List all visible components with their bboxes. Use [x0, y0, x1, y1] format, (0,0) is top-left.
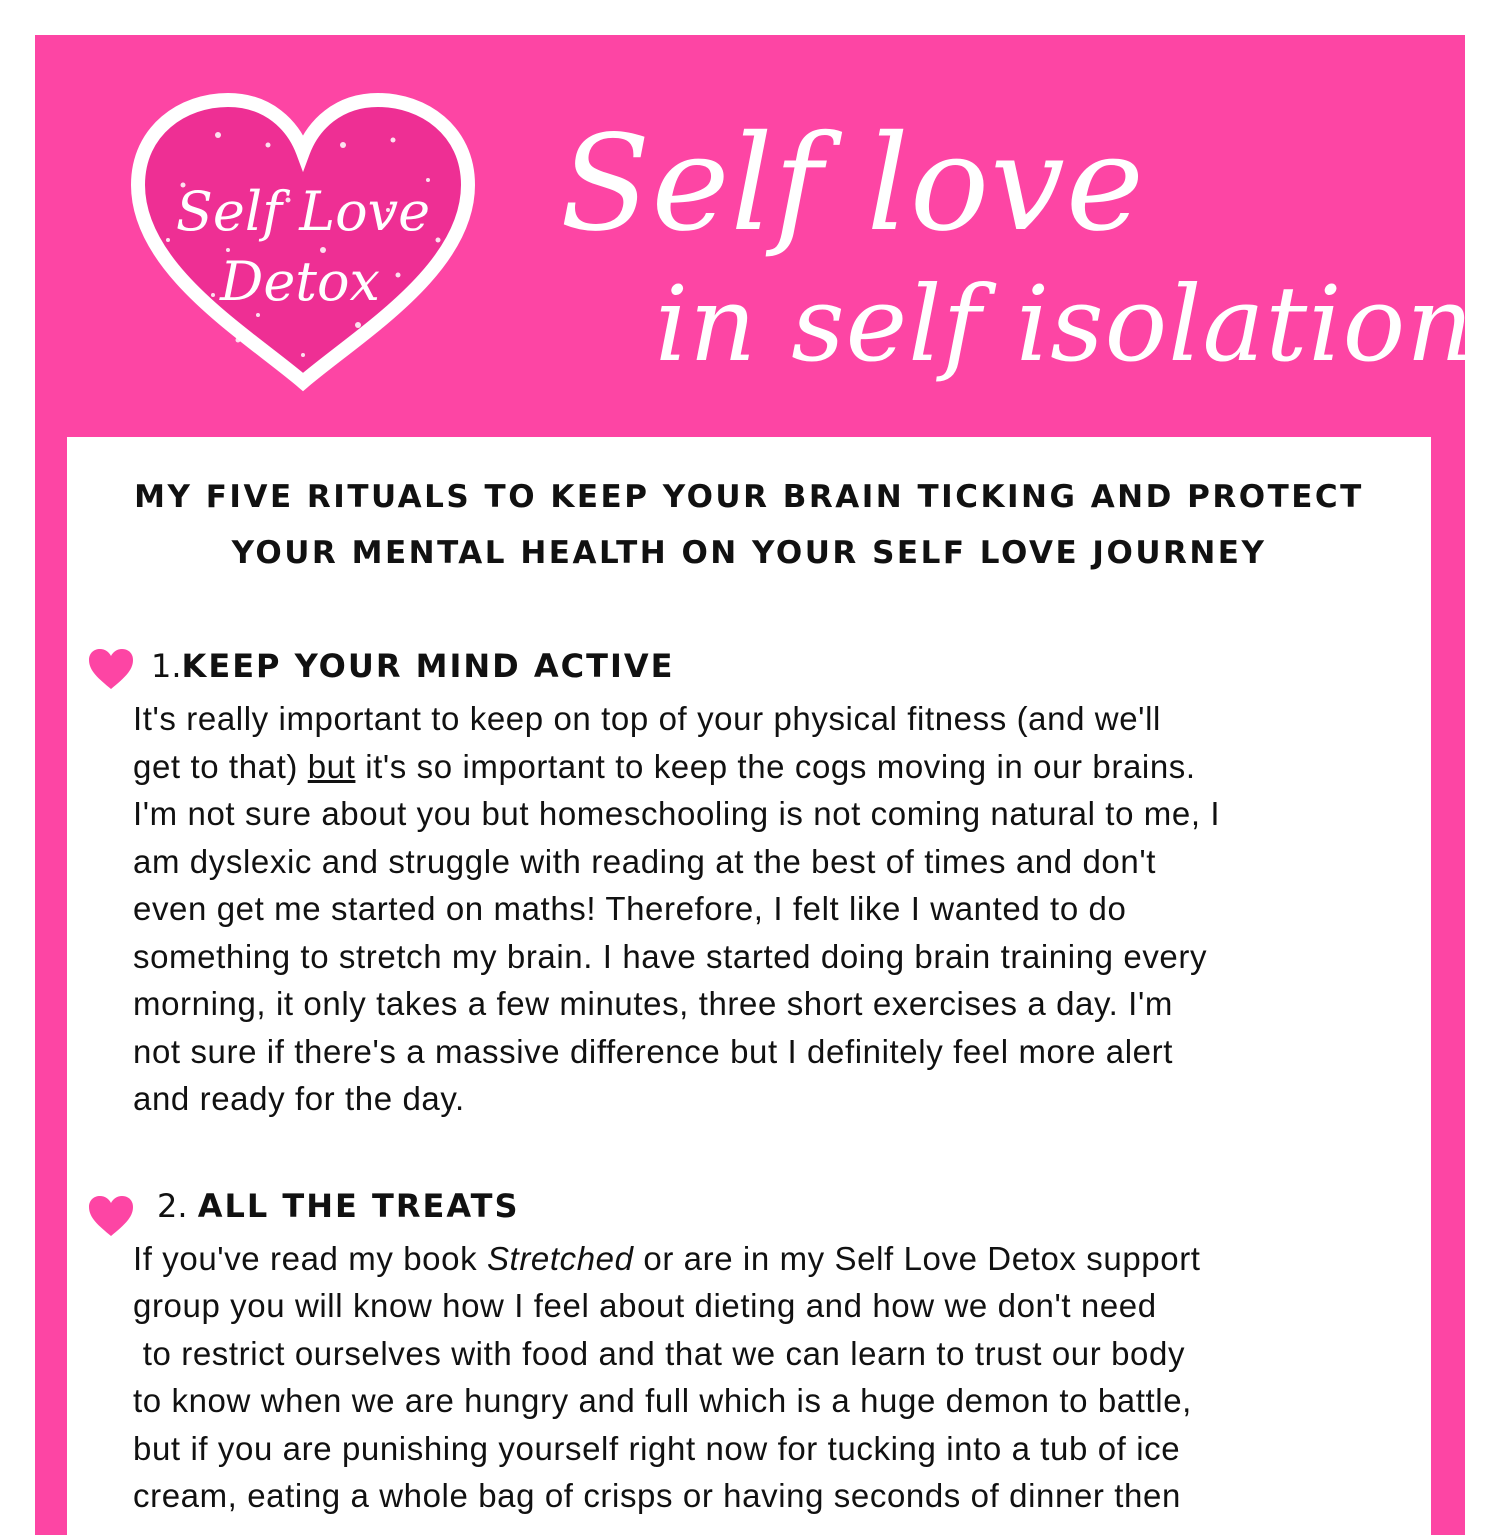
section-1-line: even get me started on maths! Therefore, I felt like I wanted to do [133, 890, 1127, 927]
heart-icon [87, 1194, 135, 1238]
page-title: Self love [560, 107, 1145, 261]
section-1-heading: KEEP YOUR MIND ACTIVE [181, 647, 675, 685]
section-2-line: cream, eating a whole bag of crisps or having seconds of dinner then [133, 1477, 1181, 1514]
section-1-line: It's really important to keep on top of your physical fitness (and we'll [133, 700, 1161, 737]
section-1-line: something to stretch my brain. I have started doing brain training every [133, 938, 1208, 975]
section-2-line: group you will know how I feel about dieting and how we don't need [133, 1287, 1157, 1324]
section-1-title [151, 647, 675, 685]
logo-line1: Self Love [175, 180, 431, 243]
section-1-line: get to that) but it's so important to keep the cogs moving in our brains. [133, 748, 1196, 785]
section-1-number: 1. [151, 647, 182, 685]
content-card [67, 437, 1431, 1537]
self-love-detox-logo [128, 90, 478, 395]
heart-icon [87, 647, 135, 691]
sparkly-heart-logo-icon [128, 90, 478, 395]
underlined-word: but [307, 748, 356, 785]
section-2-line: to know when we are hungry and full which is a huge demon to battle, [133, 1382, 1192, 1419]
section-2-line: to restrict ourselves with food and that we can learn to trust our body [133, 1335, 1186, 1372]
section-2-line: but if you are punishing yourself right now for tucking into a tub of ice [133, 1430, 1181, 1467]
section-1-line: not sure if there's a massive difference but I definitely feel more alert [133, 1033, 1173, 1070]
section-1-line: and ready for the day. [133, 1080, 465, 1117]
section-1-line: am dyslexic and struggle with reading at the best of times and don't [133, 843, 1156, 880]
section-2-heading: ALL THE TREATS [197, 1187, 520, 1225]
section-1-line: I'm not sure about you but homeschooling is not coming natural to me, I [133, 795, 1221, 832]
section-2-title [157, 1187, 520, 1225]
page-subtitle: in self isolation [655, 263, 1475, 385]
section-1-line: morning, it only takes a few minutes, three short exercises a day. I'm [133, 985, 1173, 1022]
headline-line1: MY FIVE RITUALS TO KEEP YOUR BRAIN TICKING AND PROTECT [134, 479, 1364, 515]
logo-line2: Detox [220, 250, 380, 313]
section-2-line: If you've read my book Stretched or are in my Self Love Detox support [133, 1240, 1201, 1277]
section-2-number: 2. [157, 1187, 188, 1225]
book-title: Stretched [486, 1240, 634, 1277]
headline-line2: YOUR MENTAL HEALTH ON YOUR SELF LOVE JOURNEY [231, 535, 1267, 571]
